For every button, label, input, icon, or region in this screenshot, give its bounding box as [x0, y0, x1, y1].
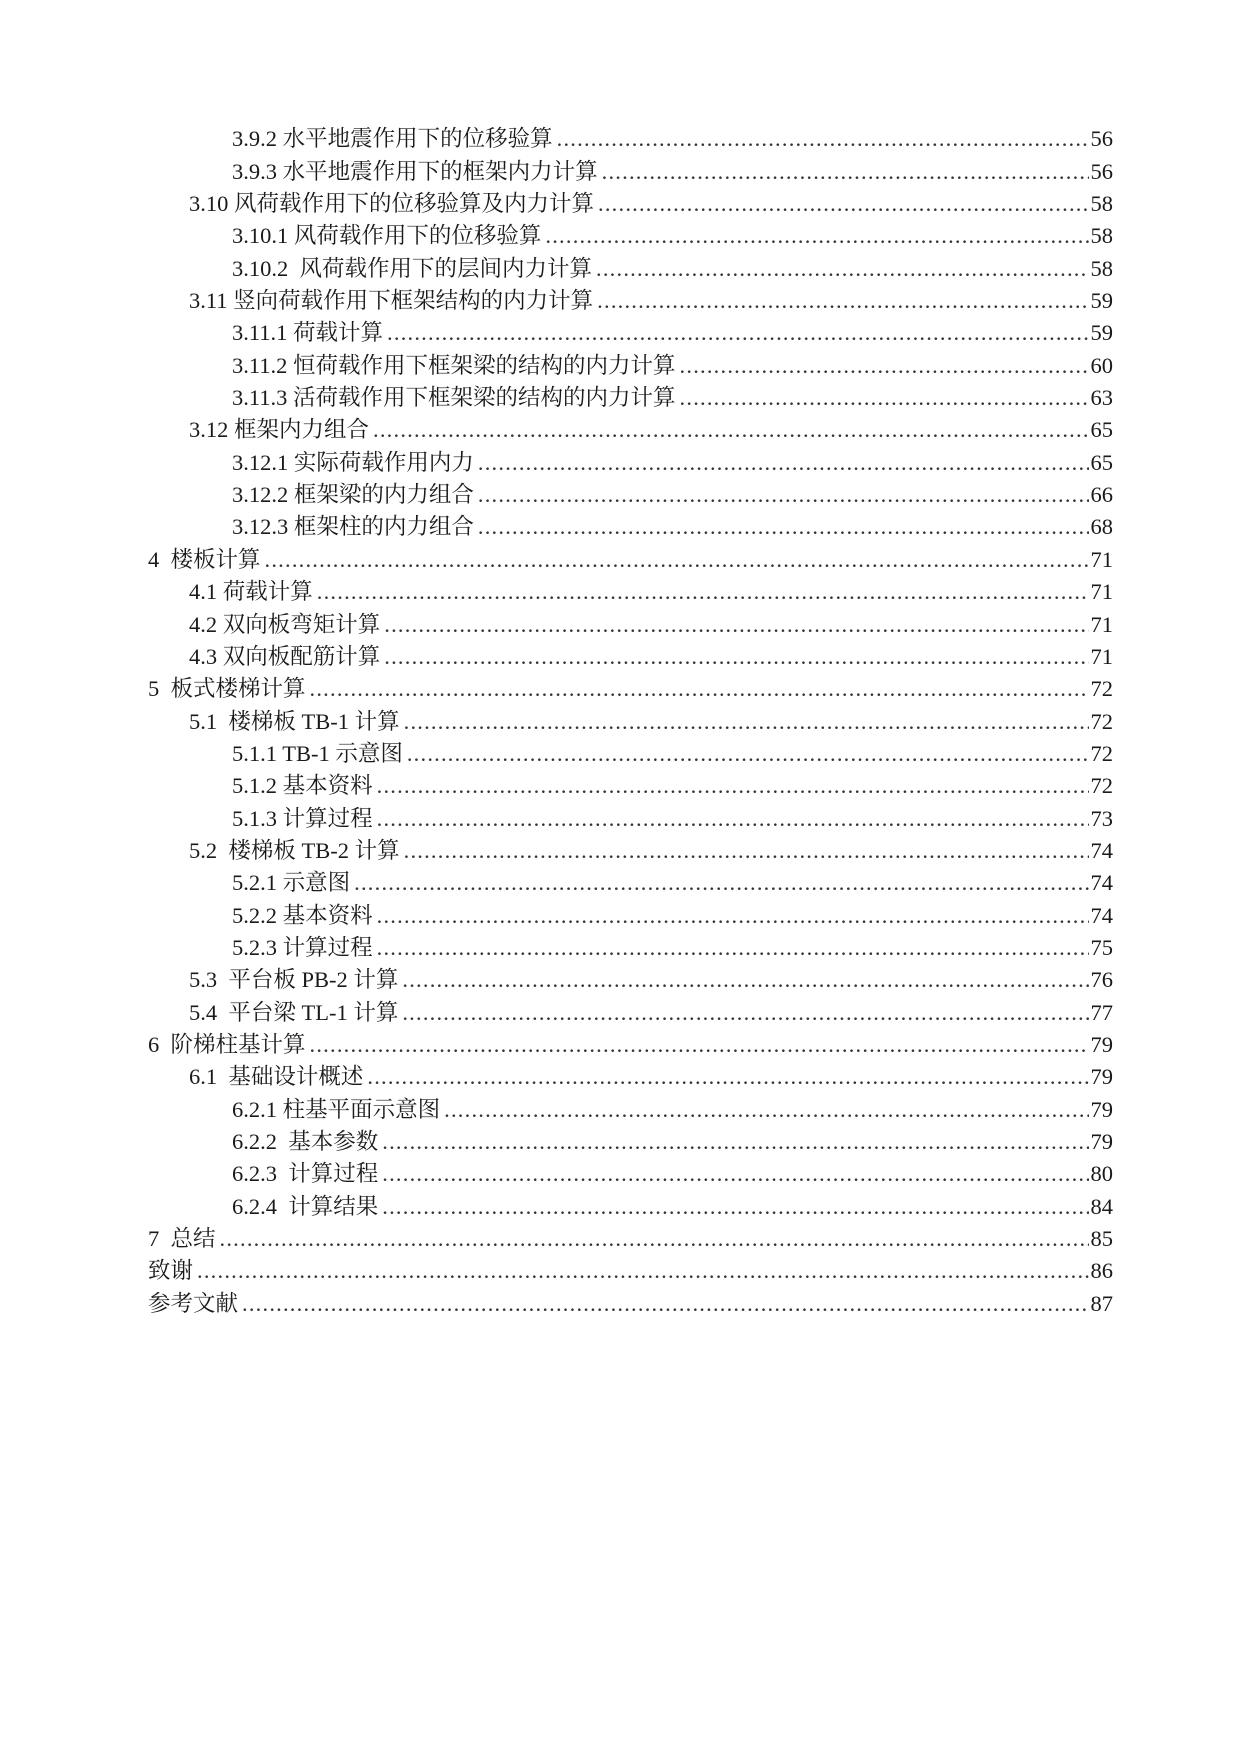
- toc-entry-title: 6.1 基础设计概述: [189, 1064, 364, 1090]
- toc-entry-title: 3.10.1 风荷载作用下的位移验算: [232, 223, 542, 249]
- toc-entry-page-number: 56: [1090, 126, 1113, 152]
- toc-entry[interactable]: [148, 250, 1113, 282]
- toc-entry-page-number: 86: [1090, 1258, 1113, 1284]
- toc-leader-dots: [373, 416, 1088, 444]
- toc-leader-dots: [557, 125, 1089, 153]
- toc-leader-dots: [382, 1193, 1088, 1221]
- toc-entry-title: 5.1.3 计算过程: [232, 805, 373, 831]
- toc-leader-dots: [317, 578, 1089, 606]
- toc-leader-dots: [596, 255, 1088, 283]
- toc-leader-dots: [265, 546, 1089, 574]
- toc-entry-page-number: 79: [1090, 1129, 1113, 1154]
- toc-leader-dots: [478, 449, 1089, 477]
- toc-entry-title: 5.2 楼梯板 TB-2 计算: [189, 837, 400, 863]
- toc-entry-title: 3.11.3 活荷载作用下框架梁的结构的内力计算: [232, 385, 676, 411]
- toc-leader-dots: [478, 513, 1089, 541]
- toc-entry-title: 3.11 竖向荷载作用下框架结构的内力计算: [189, 288, 594, 314]
- toc-entry-title: 5.2.3 计算过程: [232, 934, 373, 960]
- toc-entry-title: 5.1.2 基本资料: [232, 773, 373, 799]
- toc-entry-page-number: 77: [1090, 999, 1113, 1025]
- toc-entry-page-number: 68: [1090, 514, 1113, 540]
- toc-entry[interactable]: [148, 994, 1113, 1026]
- toc-entry-page-number: 80: [1090, 1161, 1113, 1187]
- toc-leader-dots: [220, 1225, 1089, 1253]
- toc-entry-title: 3.11.2 恒荷载作用下框架梁的结构的内力计算: [232, 352, 676, 378]
- toc-entry-title: 5.3 平台板 PB-2 计算: [189, 967, 399, 993]
- toc-entry-title: 5.2.1 示意图: [232, 870, 351, 896]
- toc-leader-dots: [478, 481, 1089, 509]
- toc-entry[interactable]: [148, 509, 1113, 541]
- toc-leader-dots: [310, 1031, 1089, 1059]
- toc-leader-dots: [382, 1128, 1088, 1156]
- toc-entry-page-number: 72: [1090, 773, 1113, 799]
- toc-entry[interactable]: [148, 962, 1113, 994]
- toc-entry[interactable]: [148, 736, 1113, 768]
- toc-entry-page-number: 65: [1090, 417, 1113, 443]
- toc-entry-page-number: 79: [1090, 1031, 1113, 1057]
- toc-entry-page-number: 59: [1090, 320, 1113, 346]
- toc-entry[interactable]: [148, 833, 1113, 865]
- toc-entry-page-number: 76: [1090, 967, 1113, 993]
- toc-entry-page-number: 74: [1090, 902, 1113, 928]
- toc-entry-title: 3.9.3 水平地震作用下的框架内力计算: [232, 158, 598, 184]
- toc-leader-dots: [387, 319, 1088, 347]
- toc-entry[interactable]: [148, 930, 1113, 962]
- toc-leader-dots: [407, 740, 1089, 768]
- toc-entry-page-number: 74: [1090, 837, 1113, 863]
- toc-entry-page-number: 60: [1090, 352, 1113, 378]
- toc-entry-page-number: 58: [1090, 191, 1113, 217]
- toc-entry-title: 致谢: [148, 1258, 194, 1284]
- toc-entry[interactable]: [148, 477, 1113, 509]
- toc-entry-title: 7 总结: [148, 1226, 216, 1252]
- toc-entry-page-number: 59: [1090, 288, 1113, 314]
- toc-entry-title: 5.1.1 TB-1 示意图: [232, 740, 403, 766]
- toc-entry-page-number: 63: [1090, 385, 1113, 411]
- toc-entry-title: 参考文献: [148, 1290, 239, 1316]
- toc-entry-title: 5.1 楼梯板 TB-1 计算: [189, 708, 400, 734]
- toc-entry-title: 3.12 框架内力组合: [189, 417, 370, 443]
- toc-leader-dots: [545, 222, 1088, 250]
- toc-entry[interactable]: [148, 444, 1113, 476]
- toc-entry-page-number: 58: [1090, 223, 1113, 249]
- toc-leader-dots: [377, 934, 1089, 962]
- toc-entry-page-number: 65: [1090, 449, 1113, 475]
- toc-entry[interactable]: [148, 1091, 1113, 1123]
- toc-entry[interactable]: [148, 1285, 1113, 1317]
- toc-entry-title: 4.1 荷载计算: [189, 579, 313, 605]
- toc-entry-page-number: 72: [1090, 708, 1113, 734]
- toc-entry-page-number: 75: [1090, 934, 1113, 960]
- toc-leader-dots: [382, 1160, 1088, 1188]
- toc-entry-page-number: 71: [1090, 611, 1113, 637]
- toc-entry-page-number: 71: [1090, 643, 1113, 669]
- toc-entry[interactable]: [148, 153, 1113, 185]
- toc-leader-dots: [404, 708, 1089, 736]
- toc-entry[interactable]: [148, 186, 1113, 218]
- toc-entry[interactable]: [148, 347, 1113, 379]
- toc-entry-title: 6.2.1 柱基平面示意图: [232, 1096, 441, 1122]
- toc-leader-dots: [197, 1257, 1088, 1285]
- toc-leader-dots: [402, 966, 1088, 994]
- toc-entry[interactable]: [148, 121, 1113, 153]
- toc-entry-page-number: 66: [1090, 482, 1113, 508]
- toc-leader-dots: [354, 869, 1088, 897]
- toc-entry[interactable]: [148, 1188, 1113, 1220]
- table-of-contents: [148, 121, 1113, 1318]
- toc-entry-title: 4.2 双向板弯矩计算: [189, 611, 381, 637]
- toc-entry-title: 6 阶梯柱基计算: [148, 1031, 306, 1057]
- toc-entry[interactable]: [148, 1027, 1113, 1059]
- toc-entry[interactable]: [148, 283, 1113, 315]
- toc-leader-dots: [384, 611, 1088, 639]
- toc-leader-dots: [597, 287, 1088, 315]
- toc-leader-dots: [444, 1096, 1088, 1124]
- toc-entry[interactable]: [148, 412, 1113, 444]
- toc-entry-page-number: 79: [1090, 1096, 1113, 1122]
- toc-entry[interactable]: [148, 671, 1113, 703]
- toc-entry-page-number: 85: [1090, 1226, 1113, 1252]
- toc-entry[interactable]: [148, 865, 1113, 897]
- toc-entry-page-number: 71: [1090, 579, 1113, 605]
- toc-entry-title: 3.10.2 风荷载作用下的层间内力计算: [232, 255, 593, 281]
- toc-leader-dots: [598, 190, 1088, 218]
- toc-entry-page-number: 79: [1090, 1064, 1113, 1090]
- toc-leader-dots: [310, 675, 1089, 703]
- toc-entry-title: 6.2.2 基本参数: [232, 1129, 379, 1154]
- toc-entry-title: 3.9.2 水平地震作用下的位移验算: [232, 126, 553, 152]
- toc-entry[interactable]: [148, 1221, 1113, 1253]
- toc-leader-dots: [680, 352, 1089, 380]
- toc-entry[interactable]: [148, 703, 1113, 735]
- toc-entry-title: 4.3 双向板配筋计算: [189, 643, 381, 669]
- toc-entry-title: 3.10 风荷载作用下的位移验算及内力计算: [189, 191, 595, 217]
- toc-entry-title: 6.2.4 计算结果: [232, 1193, 379, 1219]
- toc-entry-title: 3.12.2 框架梁的内力组合: [232, 482, 474, 508]
- toc-leader-dots: [402, 999, 1088, 1027]
- toc-entry-title: 6.2.3 计算过程: [232, 1161, 379, 1187]
- toc-entry-page-number: 73: [1090, 805, 1113, 831]
- toc-entry[interactable]: [148, 768, 1113, 800]
- toc-entry-title: 4 楼板计算: [148, 546, 261, 572]
- toc-leader-dots: [242, 1290, 1088, 1318]
- toc-entry-page-number: 72: [1090, 676, 1113, 702]
- toc-entry-page-number: 87: [1090, 1290, 1113, 1316]
- toc-leader-dots: [377, 772, 1089, 800]
- toc-entry-title: 3.12.3 框架柱的内力组合: [232, 514, 474, 540]
- toc-entry[interactable]: [148, 315, 1113, 347]
- toc-leader-dots: [680, 384, 1089, 412]
- toc-entry[interactable]: [148, 1124, 1113, 1156]
- toc-entry[interactable]: [148, 800, 1113, 832]
- toc-entry-title: 5.2.2 基本资料: [232, 902, 373, 928]
- toc-entry-title: 3.11.1 荷载计算: [232, 320, 384, 346]
- toc-entry[interactable]: [148, 639, 1113, 671]
- toc-leader-dots: [602, 158, 1089, 186]
- toc-entry[interactable]: [148, 218, 1113, 250]
- toc-leader-dots: [367, 1063, 1088, 1091]
- toc-entry-page-number: 71: [1090, 546, 1113, 572]
- toc-entry-page-number: 56: [1090, 158, 1113, 184]
- toc-leader-dots: [384, 643, 1088, 671]
- toc-entry-page-number: 84: [1090, 1193, 1113, 1219]
- toc-entry[interactable]: [148, 1156, 1113, 1188]
- toc-entry-page-number: 58: [1090, 255, 1113, 281]
- toc-entry[interactable]: [148, 1059, 1113, 1091]
- toc-leader-dots: [404, 837, 1089, 865]
- toc-entry[interactable]: [148, 606, 1113, 638]
- toc-entry-title: 5 板式楼梯计算: [148, 676, 306, 702]
- toc-entry-page-number: 74: [1090, 870, 1113, 896]
- toc-entry-title: 3.12.1 实际荷载作用内力: [232, 449, 474, 475]
- toc-entry-page-number: 72: [1090, 740, 1113, 766]
- toc-entry[interactable]: [148, 897, 1113, 929]
- toc-entry[interactable]: [148, 541, 1113, 573]
- toc-leader-dots: [377, 805, 1089, 833]
- toc-entry-title: 5.4 平台梁 TL-1 计算: [189, 999, 399, 1025]
- toc-entry[interactable]: [148, 380, 1113, 412]
- toc-leader-dots: [377, 902, 1089, 930]
- toc-entry[interactable]: [148, 574, 1113, 606]
- toc-entry[interactable]: [148, 1253, 1113, 1285]
